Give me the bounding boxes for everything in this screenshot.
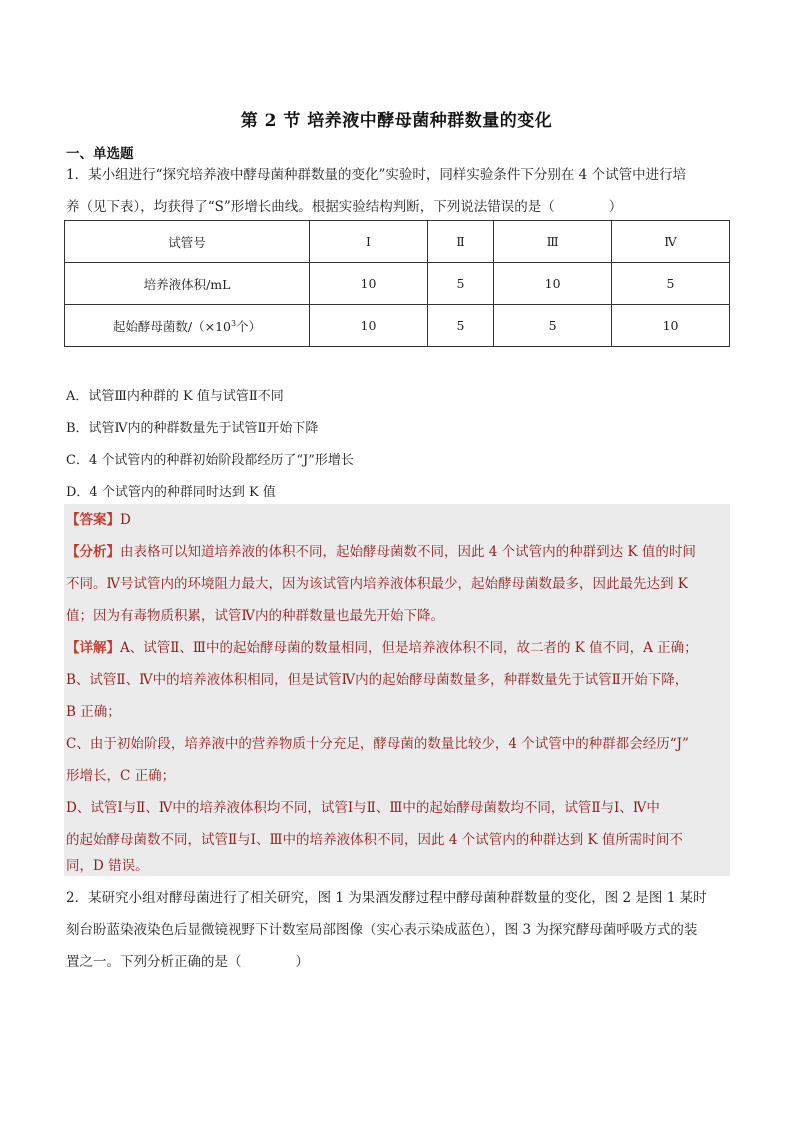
- analysis-line: [66, 536, 696, 568]
- table-cell: 10: [310, 305, 428, 347]
- table-cell: 5: [427, 263, 493, 305]
- exponent: 3: [230, 318, 237, 328]
- answer-line: [66, 504, 131, 536]
- option-b: B．试管Ⅳ内的种群数量先于试管Ⅱ开始下降: [66, 421, 319, 436]
- detail-line: B 正确；: [66, 704, 121, 720]
- question-2-stem: [66, 882, 730, 978]
- detail-line: 的起始酵母菌数不同，试管Ⅱ与Ⅰ、Ⅲ中的培养液体积不同，因此 4 个试管内的种群达到 K 值所需时间不: [66, 832, 683, 848]
- detail-line: B、试管Ⅱ、Ⅳ中的培养液体积相同，但是试管Ⅳ内的起始酵母菌数量多，种群数量先于试管Ⅱ开始下降，: [66, 672, 689, 688]
- question-2-line: 2．某研究小组对酵母菌进行了相关研究，图 1 为果酒发酵过程中酵母菌种群数量的变化，图 2 是图 1 某时: [66, 890, 707, 906]
- page-title: 第 2 节 培养液中酵母菌种群数量的变化: [240, 111, 553, 131]
- analysis-line: 值；因为有毒物质积累，试管Ⅳ内的种群数量也最先开始下降。: [66, 608, 444, 624]
- question-2-line: 刻台盼蓝染液染色后显微镜视野下计数室局部图像（实心表示染成蓝色），图 3 为探究酵母菌呼吸方式的装: [66, 922, 698, 938]
- option-d: D．4 个试管内的种群同时达到 K 值: [66, 485, 276, 500]
- table-cell: 5: [494, 305, 612, 347]
- table-row: [65, 305, 730, 347]
- detail-line: 形增长，C 正确；: [66, 768, 176, 784]
- experiment-table: [64, 220, 730, 347]
- detail-line: D、试管Ⅰ与Ⅱ、Ⅳ中的培养液体积均不同，试管Ⅰ与Ⅱ、Ⅲ中的起始酵母菌数均不同，试管Ⅱ与Ⅰ、Ⅳ中: [66, 800, 660, 816]
- question-1-line: 养（见下表），均获得了“S”形增长曲线。根据实验结构判断，下列说法错误的是（ ）: [66, 199, 623, 215]
- question-1-stem: [66, 159, 730, 223]
- option-a: A．试管Ⅲ内种群的 K 值与试管Ⅱ不同: [66, 389, 284, 404]
- section-heading: 一、单选题: [66, 146, 134, 162]
- table-cell: [65, 305, 310, 347]
- table-cell: 10: [310, 263, 428, 305]
- table-row: [65, 263, 730, 305]
- detail-text: A、试管Ⅱ、Ⅲ中的起始酵母菌的数量相同，但是培养液体积不同，故二者的 K 值不同，A 正确；: [120, 640, 698, 656]
- answer-value: D: [120, 512, 131, 528]
- row-label: 起始酵母菌数/（×10: [112, 318, 231, 334]
- table-cell: 5: [612, 263, 730, 305]
- table-cell: Ⅰ: [310, 221, 428, 263]
- question-1-line: 1．某小组进行“探究培养液中酵母菌种群数量的变化”实验时，同样实验条件下分别在 4 个试管中进行培: [66, 167, 687, 183]
- detail-line: [66, 632, 698, 664]
- table-cell: Ⅲ: [494, 221, 612, 263]
- detail-line: C、由于初始阶段，培养液中的营养物质十分充足，酵母菌的数量比较少，4 个试管中的种群都会经历“J”: [66, 736, 689, 752]
- detail-line: 同，D 错误。: [66, 858, 149, 874]
- table-cell: 培养液体积/mL: [65, 263, 310, 305]
- row-label-unit: 个）: [236, 318, 262, 334]
- analysis-text: 由表格可以知道培养液的体积不同，起始酵母菌数不同，因此 4 个试管内的种群到达 K 值的时间: [120, 544, 696, 560]
- table-cell: 10: [494, 263, 612, 305]
- table-cell: Ⅳ: [612, 221, 730, 263]
- table-cell: 试管号: [65, 221, 310, 263]
- table-row: [65, 221, 730, 263]
- analysis-tag: 【分析】: [66, 544, 120, 560]
- analysis-line: 不同。Ⅳ号试管内的环境阻力最大，因为该试管内培养液体积最少，起始酵母菌数最多，因此最先达到 K: [66, 576, 688, 592]
- detail-tag: 【详解】: [66, 640, 120, 656]
- answer-box: [64, 504, 730, 876]
- option-c: C．4 个试管内的种群初始阶段都经历了“J”形增长: [66, 453, 354, 468]
- question-2-line: 置之一。下列分析正确的是（ ）: [66, 954, 309, 970]
- answer-tag: 【答案】: [66, 512, 120, 528]
- table-cell: 10: [612, 305, 730, 347]
- table-cell: Ⅱ: [427, 221, 493, 263]
- table-cell: 5: [427, 305, 493, 347]
